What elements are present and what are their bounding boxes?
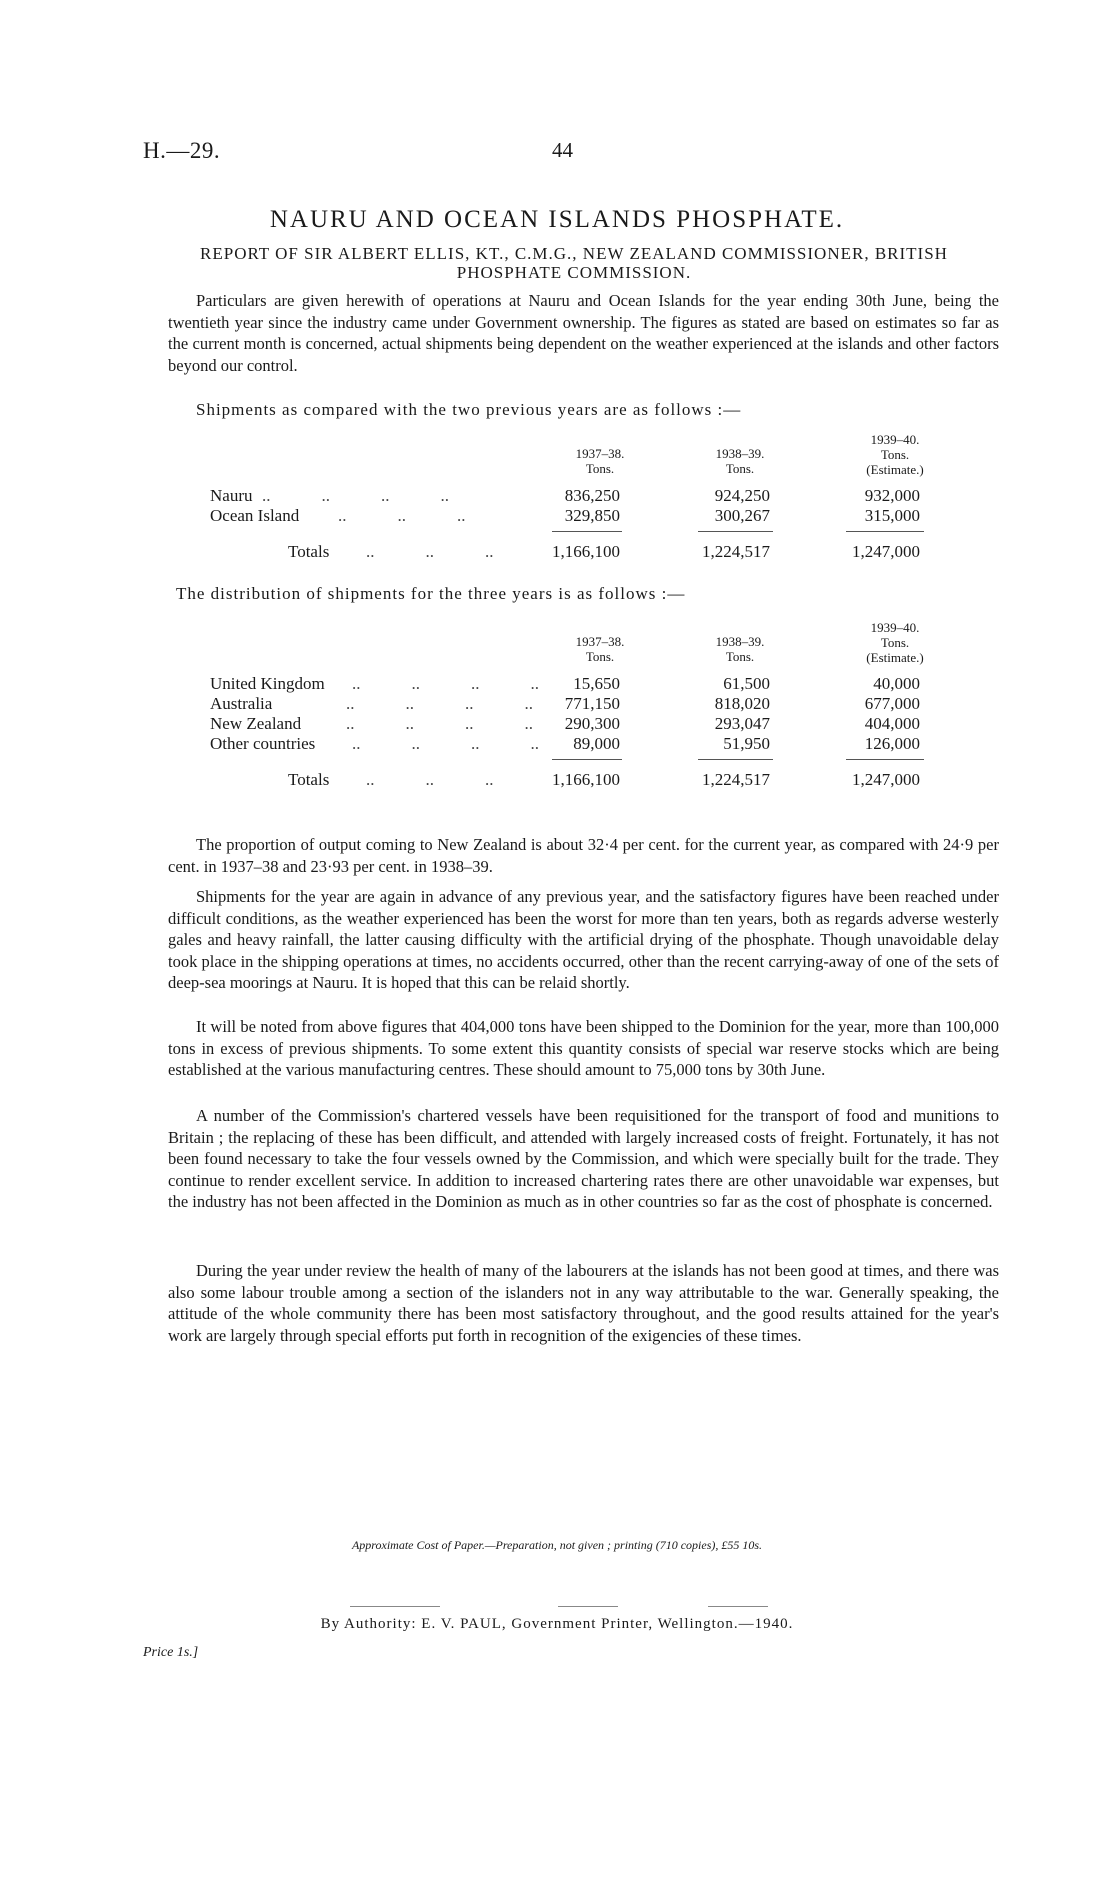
totals-row — [210, 770, 970, 790]
column-note: (Estimate.) — [866, 462, 924, 477]
distribution-intro: The distribution of shipments for the three years is as follows :— — [176, 584, 686, 603]
column-header-1938 — [680, 446, 800, 476]
table-cell: 15,650 — [573, 674, 620, 693]
table-cell: 293,047 — [714, 714, 770, 733]
price: Price 1s.] — [143, 1645, 199, 1660]
row-label: Ocean Island — [210, 506, 300, 525]
total-cell: 1,247,000 — [852, 542, 920, 561]
footer-rule — [350, 1606, 440, 1607]
leader-dots: .. .. .. .. — [346, 714, 533, 733]
column-year: 1938–39. — [715, 634, 765, 649]
shipments-intro: Shipments as compared with the two previous years are as follows :— — [196, 400, 742, 419]
leader-dots: .. .. .. .. — [346, 694, 533, 713]
table-cell: 677,000 — [864, 694, 920, 713]
totals-label: Totals — [288, 542, 330, 561]
table-cell: 61,500 — [723, 674, 770, 693]
column-header-1939 — [840, 620, 950, 665]
table-row — [210, 714, 970, 734]
total-rule — [552, 531, 622, 532]
total-cell: 1,166,100 — [552, 542, 620, 561]
column-unit: Tons. — [585, 461, 615, 476]
row-label: Nauru — [210, 486, 253, 505]
report-subtitle — [150, 244, 998, 282]
leader-dots: .. .. .. .. — [352, 734, 539, 753]
total-cell: 1,247,000 — [852, 770, 920, 789]
leader-dots: .. .. .. — [338, 506, 466, 525]
total-rule — [846, 531, 924, 532]
table-cell: 818,020 — [714, 694, 770, 713]
printer-authority: By Authority: E. V. PAUL, Government Printer, Wellington.—1940. — [320, 1616, 794, 1632]
totals-row — [210, 542, 970, 562]
footer-rule — [708, 1606, 768, 1607]
column-header-1939 — [840, 432, 950, 477]
row-label: New Zealand — [210, 714, 302, 733]
leader-dots: .. .. .. .. — [352, 674, 539, 693]
table-cell: 836,250 — [564, 486, 620, 505]
leader-dots: .. .. .. — [366, 542, 494, 561]
table-cell: 329,850 — [564, 506, 620, 525]
table-cell: 924,250 — [714, 486, 770, 505]
page-number: 44 — [552, 138, 573, 162]
table-cell: 51,950 — [723, 734, 770, 753]
table-row — [210, 734, 970, 754]
table-cell: 89,000 — [573, 734, 620, 753]
table-row — [210, 674, 970, 694]
leader-dots: .. .. .. — [366, 770, 494, 789]
paragraph-particulars: Particulars are given herewith of operations at Nauru and Ocean Islands for the year ending 30th June, being the twentieth year since the industry came under Government ownership. The figures as stated are based on estimates so far as the current month is concerned, actual shipments being dependent on the weather experienced at the islands and other factors beyond our control. — [168, 291, 999, 375]
column-header-1937 — [540, 446, 660, 476]
report-title: NAURU AND OCEAN ISLANDS PHOSPHATE. — [269, 206, 845, 233]
paragraph-dominion: It will be noted from above figures that 404,000 tons have been shipped to the Dominion for the year, more than 100,000 tons in excess of previous shipments. To some extent this quantity consists of special war reserve stocks which are being established at the various manufacturing centres. These should amount to 75,000 tons by 30th June. — [168, 1017, 999, 1079]
table-cell: 40,000 — [873, 674, 920, 693]
footer-rule — [558, 1606, 618, 1607]
column-unit: Tons. — [880, 635, 910, 650]
total-rule — [698, 759, 773, 760]
total-cell: 1,224,517 — [702, 542, 770, 561]
column-header-1938 — [680, 634, 800, 664]
column-header-1937 — [540, 634, 660, 664]
total-rule — [698, 531, 773, 532]
table-row — [210, 486, 970, 506]
distribution-table — [210, 620, 970, 810]
column-year: 1938–39. — [715, 446, 765, 461]
paragraph-vessels: A number of the Commission's chartered vessels have been requisitioned for the transport of food and munitions to Britain ; the replacing of these has been difficult, and attended with largely increased costs of freight. Fortunately, it has not been found necessary to take the four vessels owned by the Commission, and which were specially built for the trade. They continue to render excellent service. In addition to increased chartering rates there are other unavoidable war expenses, but the industry has not been affected in the Dominion as much as in other countries so far as the cost of phosphate is concerned. — [168, 1106, 999, 1211]
column-year: 1939–40. — [870, 620, 920, 635]
table-cell: 315,000 — [864, 506, 920, 525]
column-year: 1939–40. — [870, 432, 920, 447]
table-cell: 126,000 — [864, 734, 920, 753]
table-row — [210, 694, 970, 714]
column-unit: Tons. — [725, 461, 755, 476]
leader-dots: .. .. .. .. — [262, 486, 449, 505]
row-label: Other countries — [210, 734, 316, 753]
shipments-table — [210, 432, 970, 572]
row-label: Australia — [210, 694, 273, 713]
paragraph-shipments: Shipments for the year are again in advance of any previous year, and the satisfactory figures have been reached under difficult conditions, as the weather experienced has been the worst for more than ten years, both as regards adverse westerly gales and heavy rainfall, the latter causing difficulty with the artificial drying of the phosphate. Though unavoidable delay took place in the shipping operations at times, no accidents occurred, other than the recent carrying-away of one of the sets of deep-sea moorings at Nauru. It is hoped that this can be relaid shortly. — [168, 887, 999, 992]
table-cell: 300,267 — [714, 506, 770, 525]
column-note: (Estimate.) — [866, 650, 924, 665]
total-rule — [552, 759, 622, 760]
paragraph-health: During the year under review the health of many of the labourers at the islands has not been good at times, and there was also some labour trouble among a section of the islanders not in any way attributable to the war. Generally speaking, the attitude of the whole community there has been most satisfactory throughout, and the good results attained for the year's work are largely through special efforts put forth in recognition of the exigencies of these times. — [168, 1261, 999, 1345]
row-label: United Kingdom — [210, 674, 325, 693]
subtitle-line-2: PHOSPHATE COMMISSION. — [456, 263, 692, 282]
table-cell: 404,000 — [864, 714, 920, 733]
subtitle-line-1: REPORT OF SIR ALBERT ELLIS, KT., C.M.G., NEW ZEALAND COMMISSIONER, BRITISH — [200, 244, 948, 263]
total-cell: 1,166,100 — [552, 770, 620, 789]
total-rule — [846, 759, 924, 760]
document-reference: H.—29. — [143, 138, 221, 163]
paragraph-proportion: The proportion of output coming to New Zealand is about 32·4 per cent. for the current year, as compared with 24·9 per cent. in 1937–38 and 23·93 per cent. in 1938–39. — [168, 835, 999, 876]
column-year: 1937–38. — [575, 446, 625, 461]
column-unit: Tons. — [585, 649, 615, 664]
column-unit: Tons. — [725, 649, 755, 664]
table-cell: 771,150 — [564, 694, 620, 713]
table-row — [210, 506, 970, 526]
column-unit: Tons. — [880, 447, 910, 462]
totals-label: Totals — [288, 770, 330, 789]
cost-note: Approximate Cost of Paper.—Preparation, not given ; printing (710 copies), £55 10s. — [351, 1538, 763, 1552]
column-year: 1937–38. — [575, 634, 625, 649]
table-cell: 932,000 — [864, 486, 920, 505]
total-cell: 1,224,517 — [702, 770, 770, 789]
table-cell: 290,300 — [564, 714, 620, 733]
